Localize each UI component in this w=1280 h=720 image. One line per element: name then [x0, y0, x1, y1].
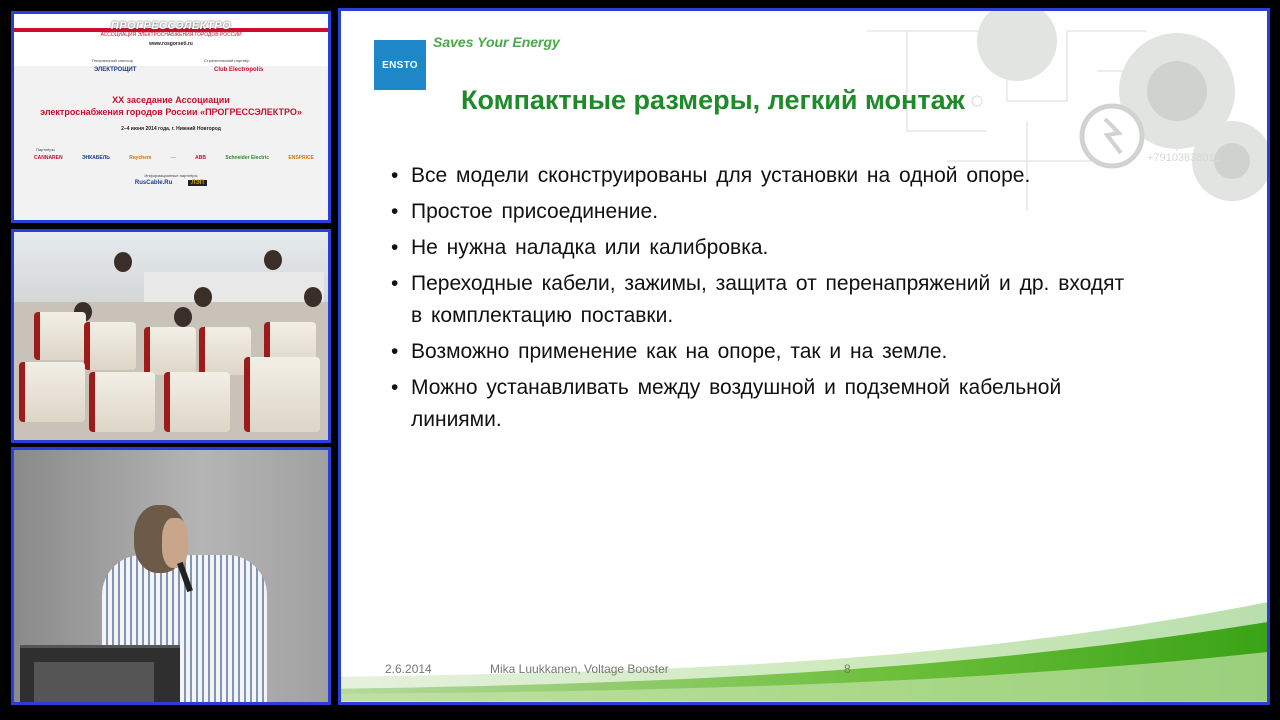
slide-title: Компактные размеры, легкий монтаж: [461, 85, 965, 115]
ensto-logo: ENSTO: [374, 40, 426, 90]
hall-chair: [34, 312, 86, 360]
bullet-item: • Простое присоединение.: [391, 196, 1131, 228]
banner-event-title: [14, 94, 328, 118]
slide-bullet-list: [391, 160, 1131, 440]
partner-logo: CANNAREN: [34, 155, 63, 161]
presentation-slide: [338, 8, 1270, 705]
partner-logo: ENSPRICE: [288, 155, 314, 161]
progresselektro-logo: ПРОГРЕССЭЛЕКТРО: [110, 20, 232, 32]
hall-chair: [244, 357, 320, 432]
partners-caption: Партнёры: [36, 147, 55, 152]
bullet-item: • Все модели сконструированы для установки на одной опоре.: [391, 160, 1131, 192]
banner-url: www.rosgorseti.ru: [149, 41, 193, 47]
partner-logo: ЭНКАБЕЛЬ: [81, 155, 110, 161]
speaker-camera-panel: [11, 447, 331, 705]
hall-chair: [84, 322, 136, 370]
speaker-face: [162, 518, 188, 568]
info-partner-logo: ЛЭП: [188, 180, 207, 186]
general-sponsor-caption: Генеральный спонсор: [92, 58, 133, 63]
banner-title-line2: электроснабжения городов России «ПРОГРЕССЭЛЕКТРО»: [40, 107, 302, 117]
audience-camera-panel: [11, 229, 331, 443]
bullet-item: • Не нужна наладка или калибровка.: [391, 232, 1131, 264]
green-swoosh-footer: [341, 592, 1267, 702]
hall-chair: [89, 372, 155, 432]
info-partners-caption: Информационные партнёры: [144, 173, 198, 178]
footer-page-number: 8: [844, 662, 851, 676]
audience-person: [194, 287, 212, 307]
partner-logo: Schneider Electric: [225, 155, 270, 161]
strategic-partner-caption: Стратегический партнёр: [204, 58, 250, 63]
strategic-partner-logo: Club Electropolis: [214, 67, 264, 73]
partner-logo: ABB: [195, 155, 207, 161]
podium: [20, 645, 180, 705]
audience-person: [114, 252, 132, 272]
footer-author: Mika Luukkanen, Voltage Booster: [490, 662, 669, 676]
audience-person: [304, 287, 322, 307]
banner-date: 2–4 июня 2014 года, г. Нижний Новгород: [121, 126, 221, 132]
laptop: [34, 662, 154, 702]
hall-chair: [144, 327, 196, 375]
audience-person: [174, 307, 192, 327]
general-sponsor-logo: ЭЛЕКТРОЩИТ: [94, 67, 137, 73]
banner-title-line1: XX заседание Ассоциации: [112, 95, 230, 105]
partner-logo: —: [170, 155, 176, 161]
partners-logos: [34, 155, 314, 161]
svg-text:+79103838011: +79103838011: [1147, 152, 1220, 164]
footer-date: 2.6.2014: [385, 662, 432, 676]
hall-chair: [164, 372, 230, 432]
partner-logo: Raychem: [129, 155, 152, 161]
info-partners-logos: [14, 180, 328, 186]
bullet-item: • Можно устанавливать между воздушной и подземной кабельной линиями.: [391, 372, 1131, 436]
presidium-table: [144, 272, 324, 302]
event-banner-panel: [11, 11, 331, 223]
audience-person: [264, 250, 282, 270]
bullet-item: • Переходные кабели, зажимы, защита от перенапряжений и др. входят в комплектацию поставки.: [391, 268, 1131, 332]
banner-subtitle: АССОЦИАЦИЯ ЭЛЕКТРОСНАБЖЕНИЯ ГОРОДОВ РОССИИ: [100, 32, 242, 38]
hall-chair: [19, 362, 85, 422]
info-partner-logo: RusCable.Ru: [134, 180, 173, 186]
slide-tagline: Saves Your Energy: [433, 34, 560, 50]
bullet-item: • Возможно применение как на опоре, так и на земле.: [391, 336, 1131, 368]
